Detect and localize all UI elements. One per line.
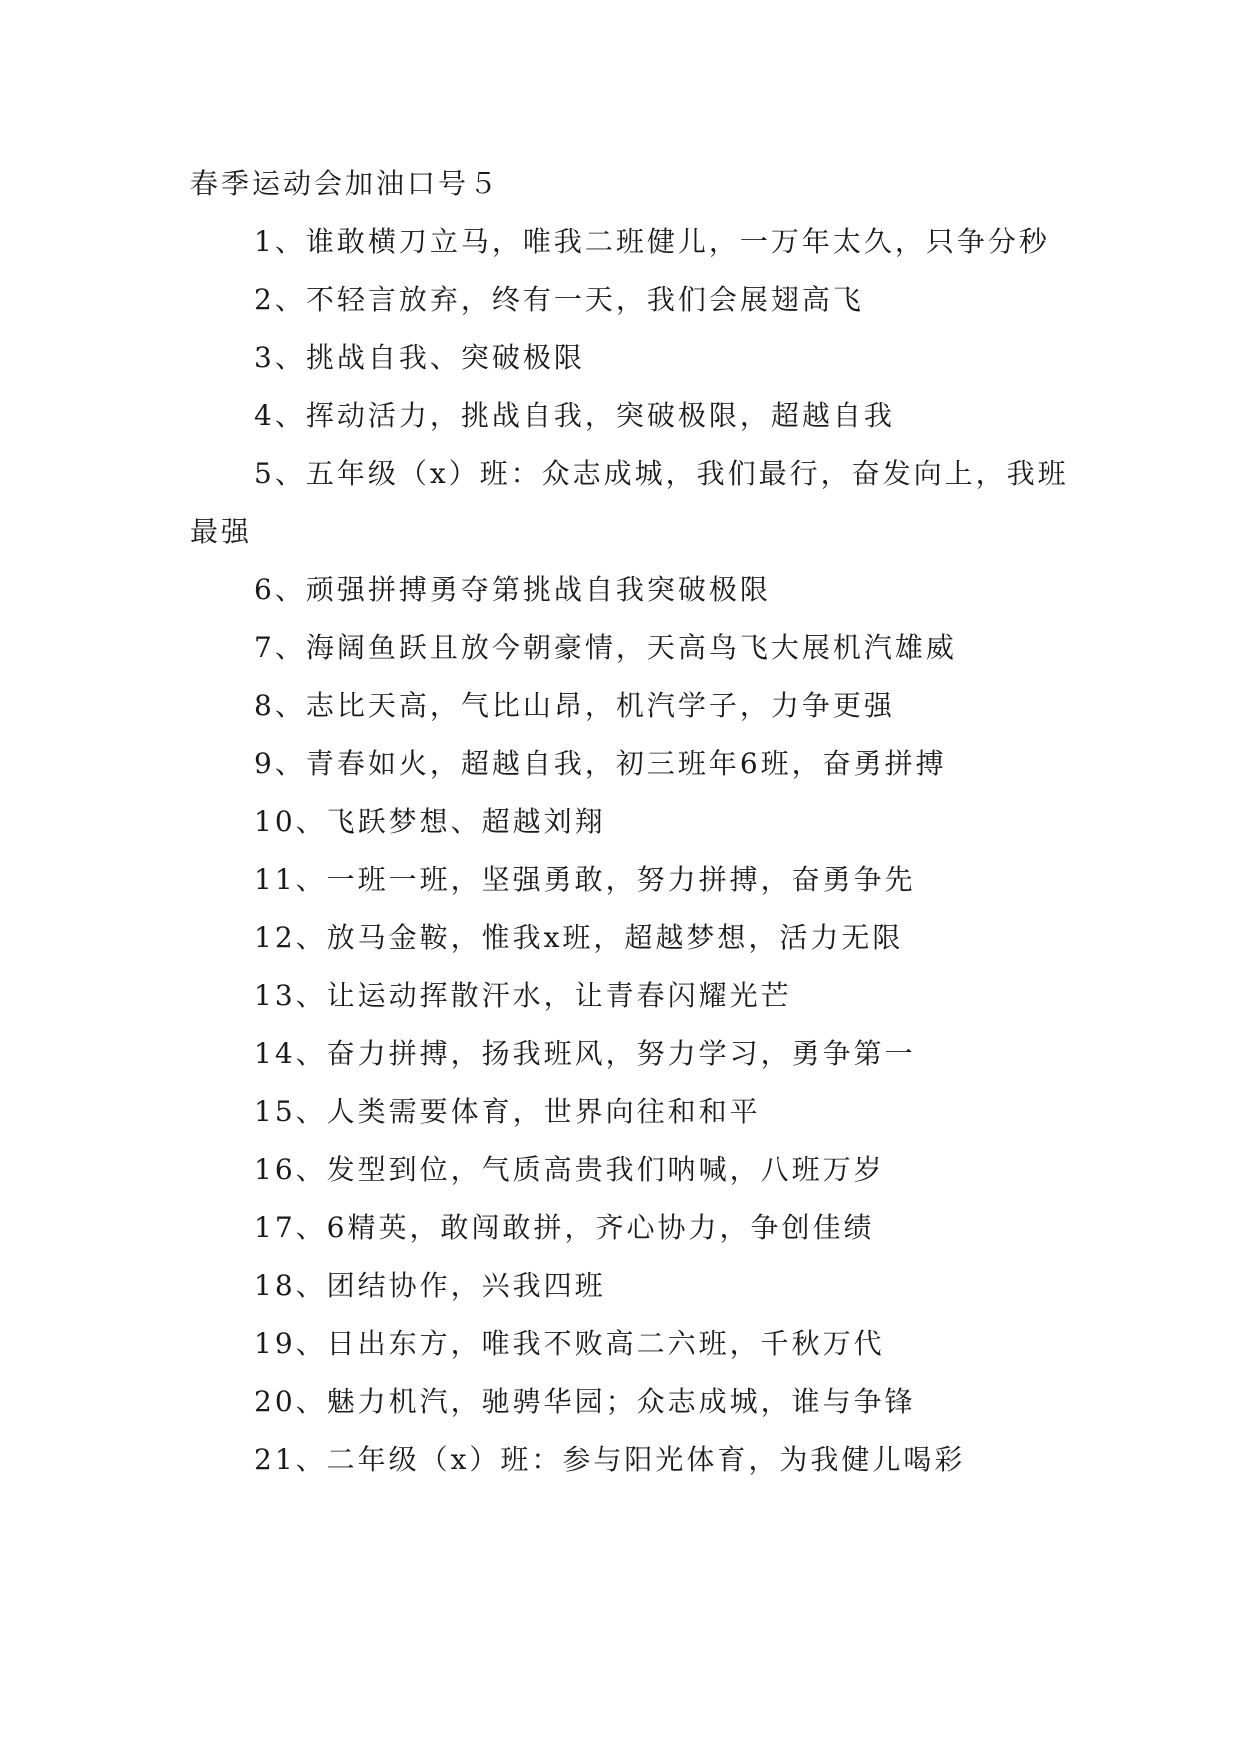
slogan-item-14: 14、奋力拼搏，扬我班风，努力学习，勇争第一 [254, 1037, 916, 1070]
slogan-item-1: 1、谁敢横刀立马，唯我二班健儿，一万年太久，只争分秒 [254, 225, 1050, 258]
document-title: 春季运动会加油口号５ [190, 167, 501, 200]
slogan-item-4: 4、挥动活力，挑战自我，突破极限，超越自我 [254, 399, 895, 432]
slogan-item-15: 15、人类需要体育，世界向往和和平 [254, 1095, 761, 1128]
slogan-item-3: 3、挑战自我、突破极限 [254, 341, 585, 374]
slogan-item-9: 9、青春如火，超越自我，初三班年6班，奋勇拼搏 [254, 747, 947, 780]
slogan-item-7: 7、海阔鱼跃且放今朝豪情，天高鸟飞大展机汽雄威 [254, 631, 957, 664]
slogan-item-8: 8、志比天高，气比山昂，机汽学子，力争更强 [254, 689, 895, 722]
slogan-item-21: 21、二年级（x）班：参与阳光体育，为我健儿喝彩 [254, 1443, 966, 1476]
document-body [190, 155, 1070, 1489]
slogan-item-12: 12、放马金鞍，惟我x班，超越梦想，活力无限 [254, 921, 904, 954]
slogan-item-19: 19、日出东方，唯我不败高二六班，千秋万代 [254, 1327, 885, 1360]
slogan-item-13: 13、让运动挥散汗水，让青春闪耀光芒 [254, 979, 792, 1012]
slogan-item-18: 18、团结协作，兴我四班 [254, 1269, 606, 1302]
slogan-item-6: 6、顽强拼搏勇夺第挑战自我突破极限 [254, 573, 771, 606]
slogan-item-10: 10、飞跃梦想、超越刘翔 [254, 805, 606, 838]
slogan-item-11: 11、一班一班，坚强勇敢，努力拼搏，奋勇争先 [254, 863, 916, 896]
slogan-item-17: 17、6精英，敢闯敢拼，齐心协力，争创佳绩 [254, 1211, 875, 1244]
slogan-item-16: 16、发型到位，气质高贵我们呐喊，八班万岁 [254, 1153, 885, 1186]
slogan-item-2: 2、不轻言放弃，终有一天，我们会展翅高飞 [254, 283, 864, 316]
slogan-item-5: 5、五年级（x）班：众志成城，我们最行，奋发向上，我班最强 [190, 457, 1069, 548]
slogan-item-20: 20、魅力机汽，驰骋华园；众志成城，谁与争锋 [254, 1385, 916, 1418]
